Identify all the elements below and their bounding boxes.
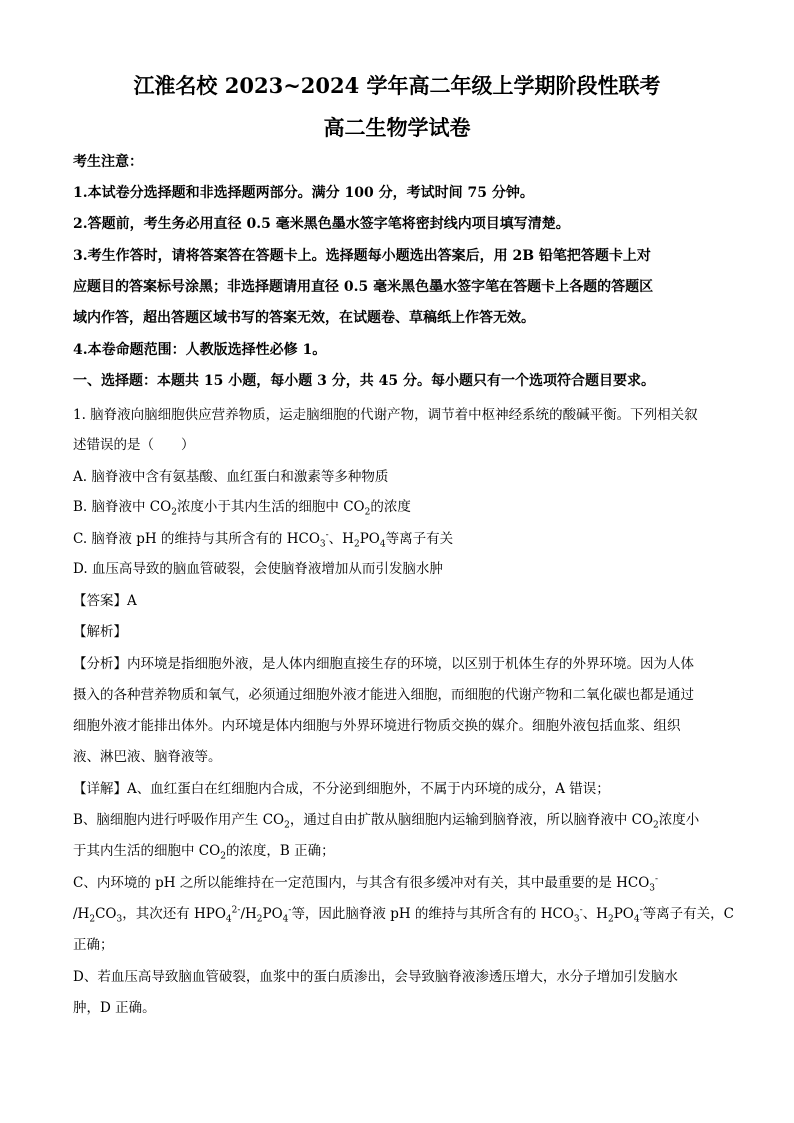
detail-line-6: 正确； (73, 937, 114, 953)
question-stem-line-1: 1. 脑脊液向脑细胞供应营养物质，运走脑细胞的代谢产物，调节着中枢神经系统的酸碱平衡。下列相关叙 (73, 407, 698, 423)
option-c: C. 脑脊液 pH 的维持与其所含有的 $HCO_3^-$、$H_2PO_4$等离子有关 (73, 530, 454, 550)
detail-line-2: B、脑细胞内进行呼吸作用产生 $CO_2$，通过自由扩散从脑细胞内运输到脑脊液，所以脑脊液中 $CO_2$浓度小 (73, 812, 700, 831)
analysis-line-2: 摄入的各种营养物质和氧气，必须通过细胞外液才能进入细胞，而细胞的代谢产物和二氧化碳也都是通过 (73, 687, 694, 703)
notice-item-3-line-3: 域内作答，超出答题区域书写的答案无效，在试题卷、草稿纸上作答无效。 (73, 310, 535, 326)
exam-title: 江淮名校 2023~2024 学年高二年级上学期阶段性联考 (133, 73, 661, 98)
notice-heading: 考生注意： (73, 154, 143, 170)
detail-line-8: 肿，D 正确。 (73, 1000, 156, 1016)
notice-item-1: 1.本试卷分选择题和非选择题两部分。满分 100 分，考试时间 75 分钟。 (73, 185, 534, 201)
exam-subtitle: 高二生物学试卷 (323, 115, 471, 140)
analysis-label: 【解析】 (73, 624, 127, 640)
option-d: D. 血压高导致的脑血管破裂，会使脑脊液增加从而引发脑水肿 (73, 561, 443, 577)
detail-line-3: 于其内生活的细胞中 $CO_2$的浓度，B 正确； (73, 843, 335, 862)
detail-line-1: 【详解】A、血红蛋白在红细胞内合成，不分泌到细胞外，不属于内环境的成分，A 错误； (73, 781, 610, 797)
section-heading: 一、选择题：本题共 15 小题，每小题 3 分，共 45 分。每小题只有一个选项符合题目要求。 (73, 373, 655, 389)
option-a: A. 脑脊液中含有氨基酸、血红蛋白和激素等多种物质 (73, 469, 389, 485)
detail-line-4: C、内环境的 pH 之所以能维持在一定范围内，与其含有很多缓冲对有关，其中最重要的是 $HCO_3^-$ (73, 874, 659, 894)
notice-item-4: 4.本卷命题范围：人教版选择性必修 1。 (73, 342, 327, 358)
notice-item-3-line-1: 3.考生作答时，请将答案答在答题卡上。选择题每小题选出答案后，用 2B 铅笔把答题卡上对 (73, 248, 651, 264)
notice-item-2: 2.答题前，考生务必用直径 0.5 毫米黑色墨水签字笔将密封线内项目填写清楚。 (73, 216, 570, 232)
detail-line-5: $/H_2CO_3$，其次还有 $HPO_4^{2-}/H_2PO_4^-$等，因此脑脊液 pH 的维持与其所含有的 $HCO_3^-$、$H_2PO_4^-$等离子有关，C (73, 905, 734, 925)
question-stem-line-2: 述错误的是（ ） (73, 437, 195, 453)
notice-item-3-line-2: 应题目的答案标号涂黑；非选择题请用直径 0.5 毫米黑色墨水签字笔在答题卡上各题的答题区 (73, 279, 654, 295)
analysis-line-1: 【分析】内环境是指细胞外液，是人体内细胞直接生存的环境，以区别于机体生存的外界环境。因为人体 (73, 656, 694, 672)
detail-line-7: D、若血压高导致脑血管破裂，血浆中的蛋白质渗出，会导致脑脊液渗透压增大，水分子增加引发脑水 (73, 969, 678, 985)
answer-line: 【答案】A (73, 593, 137, 609)
analysis-line-3: 细胞外液才能排出体外。内环境是体内细胞与外界环境进行物质交换的媒介。细胞外液包括血浆、组织 (73, 718, 681, 734)
option-b: B. 脑脊液中 $CO_2$浓度小于其内生活的细胞中 $CO_2$的浓度 (73, 499, 411, 518)
analysis-line-4: 液、淋巴液、脑脊液等。 (73, 749, 222, 765)
